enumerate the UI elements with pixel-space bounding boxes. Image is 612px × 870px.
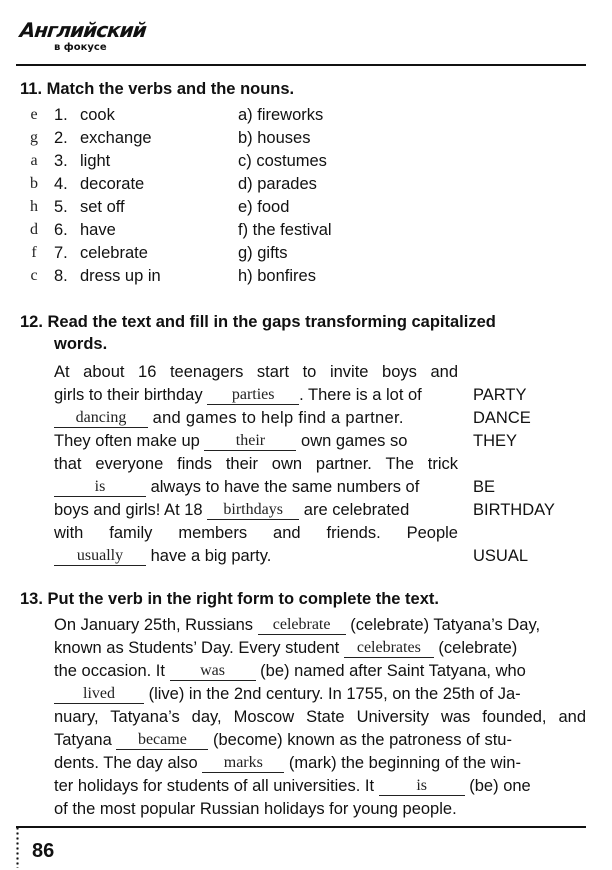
ex12-title-line2: words. bbox=[54, 335, 108, 353]
gap-answer[interactable]: marks bbox=[202, 754, 284, 773]
noun-item: g) gifts bbox=[238, 244, 288, 262]
answer-letter[interactable]: b bbox=[30, 175, 38, 192]
text: boys and girls! At 18 bbox=[54, 501, 203, 519]
gap-answer[interactable]: lived bbox=[54, 685, 144, 704]
cap-word: PARTY bbox=[473, 386, 527, 404]
noun-item: e) food bbox=[238, 198, 290, 216]
ex13-line-8 bbox=[54, 775, 586, 797]
text: (become) known as the patroness of stu- bbox=[212, 731, 512, 749]
text: They often make up bbox=[54, 432, 200, 450]
item-number: 3. bbox=[54, 152, 68, 170]
text: (celebrate) bbox=[438, 639, 518, 657]
ex13-line-5: nuary, Tatyana’s day, Moscow State University was founded, and bbox=[54, 708, 586, 726]
ex12-line-7 bbox=[54, 499, 458, 521]
verb-item: decorate bbox=[80, 175, 145, 193]
ex13-line-1 bbox=[54, 614, 586, 636]
text: known as Students’ Day. Every student bbox=[54, 639, 340, 657]
text: Tatyana bbox=[54, 731, 112, 749]
gap-answer[interactable]: dancing bbox=[54, 409, 148, 428]
verb-item: have bbox=[80, 221, 116, 239]
ex12-line-2 bbox=[54, 384, 458, 406]
item-number: 4. bbox=[54, 175, 68, 193]
ex12-line-3 bbox=[54, 407, 458, 429]
text: are celebrated bbox=[303, 501, 410, 519]
ex13-line-9: of the most popular Russian holidays for young people. bbox=[54, 800, 457, 818]
item-number: 1. bbox=[54, 106, 68, 124]
gap-answer[interactable]: parties bbox=[207, 386, 299, 405]
text: own games so bbox=[301, 432, 408, 450]
text: always to have the same numbers of bbox=[150, 478, 420, 496]
item-number: 6. bbox=[54, 221, 68, 239]
dotted-margin-line bbox=[16, 826, 19, 868]
gap-answer[interactable]: was bbox=[170, 662, 256, 681]
ex12-line-8: with family members and friends. People bbox=[54, 524, 458, 542]
cap-word: BIRTHDAY bbox=[473, 501, 555, 519]
gap-answer[interactable]: celebrate bbox=[258, 616, 346, 635]
gap-answer[interactable]: usually bbox=[54, 547, 146, 566]
item-number: 5. bbox=[54, 198, 68, 216]
text: dents. The day also bbox=[54, 754, 198, 772]
noun-item: b) houses bbox=[238, 129, 311, 147]
ex13-line-7 bbox=[54, 752, 586, 774]
ex13-title: 13. Put the verb in the right form to complete the text. bbox=[20, 590, 439, 608]
text: ter holidays for students of all universities. It bbox=[54, 777, 375, 795]
ex12-line-9 bbox=[54, 545, 458, 567]
answer-letter[interactable]: d bbox=[30, 221, 38, 238]
text: . There is a lot of bbox=[299, 386, 422, 404]
verb-item: dress up in bbox=[80, 267, 161, 285]
text: (celebrate) Tatyana’s Day, bbox=[350, 616, 541, 634]
cap-word: USUAL bbox=[473, 547, 529, 565]
item-number: 8. bbox=[54, 267, 68, 285]
cap-word: BE bbox=[473, 478, 496, 496]
gap-answer[interactable]: celebrates bbox=[344, 639, 434, 658]
text: and games to help find a partner. bbox=[152, 409, 404, 427]
text: (be) named after Saint Tatyana, who bbox=[260, 662, 526, 680]
text: (live) in the 2nd century. In 1755, on the 25th of Ja- bbox=[148, 685, 521, 703]
ex12-line-5: that everyone finds their own partner. The trick bbox=[54, 455, 458, 473]
bottom-divider bbox=[16, 826, 586, 828]
noun-item: f) the festival bbox=[238, 221, 332, 239]
cap-word: DANCE bbox=[473, 409, 531, 427]
text: girls to their birthday bbox=[54, 386, 203, 404]
answer-letter[interactable]: a bbox=[30, 152, 38, 169]
ex12-line-4 bbox=[54, 430, 458, 452]
logo-subtitle: в фокусе bbox=[54, 42, 107, 53]
verb-item: exchange bbox=[80, 129, 152, 147]
gap-answer[interactable]: is bbox=[54, 478, 146, 497]
cap-word: THEY bbox=[473, 432, 518, 450]
answer-letter[interactable]: c bbox=[30, 267, 38, 284]
text: have a big party. bbox=[150, 547, 272, 565]
text: (be) one bbox=[469, 777, 531, 795]
gap-answer[interactable]: their bbox=[204, 432, 296, 451]
text: the occasion. It bbox=[54, 662, 165, 680]
verb-item: set off bbox=[80, 198, 125, 216]
answer-letter[interactable]: g bbox=[30, 129, 38, 146]
noun-item: h) bonfires bbox=[238, 267, 316, 285]
answer-letter[interactable]: f bbox=[31, 244, 37, 261]
noun-item: a) fireworks bbox=[238, 106, 324, 124]
ex13-line-4 bbox=[54, 683, 586, 705]
page-number: 86 bbox=[32, 840, 55, 862]
gap-answer[interactable]: birthdays bbox=[207, 501, 299, 520]
verb-item: light bbox=[80, 152, 111, 170]
text: On January 25th, Russians bbox=[54, 616, 254, 634]
verb-item: cook bbox=[80, 106, 115, 124]
answer-letter[interactable]: h bbox=[30, 198, 38, 215]
noun-item: d) parades bbox=[238, 175, 317, 193]
item-number: 2. bbox=[54, 129, 68, 147]
text: (mark) the beginning of the win- bbox=[288, 754, 521, 772]
noun-item: c) costumes bbox=[238, 152, 327, 170]
ex13-line-6 bbox=[54, 729, 586, 751]
gap-answer[interactable]: became bbox=[116, 731, 208, 750]
ex12-line-1: At about 16 teenagers start to invite boys and bbox=[54, 363, 458, 381]
ex12-line-6 bbox=[54, 476, 458, 498]
top-divider bbox=[16, 64, 586, 66]
gap-answer[interactable]: is bbox=[379, 777, 465, 796]
ex13-line-2 bbox=[54, 637, 586, 659]
logo-title: Английский bbox=[18, 18, 148, 42]
ex11-title: 11. Match the verbs and the nouns. bbox=[20, 80, 295, 98]
item-number: 7. bbox=[54, 244, 68, 262]
book-logo bbox=[18, 18, 148, 58]
ex13-line-3 bbox=[54, 660, 586, 682]
ex12-title-line1: 12. Read the text and fill in the gaps transforming capitalized bbox=[20, 313, 496, 331]
answer-letter[interactable]: e bbox=[30, 106, 38, 123]
verb-item: celebrate bbox=[80, 244, 148, 262]
